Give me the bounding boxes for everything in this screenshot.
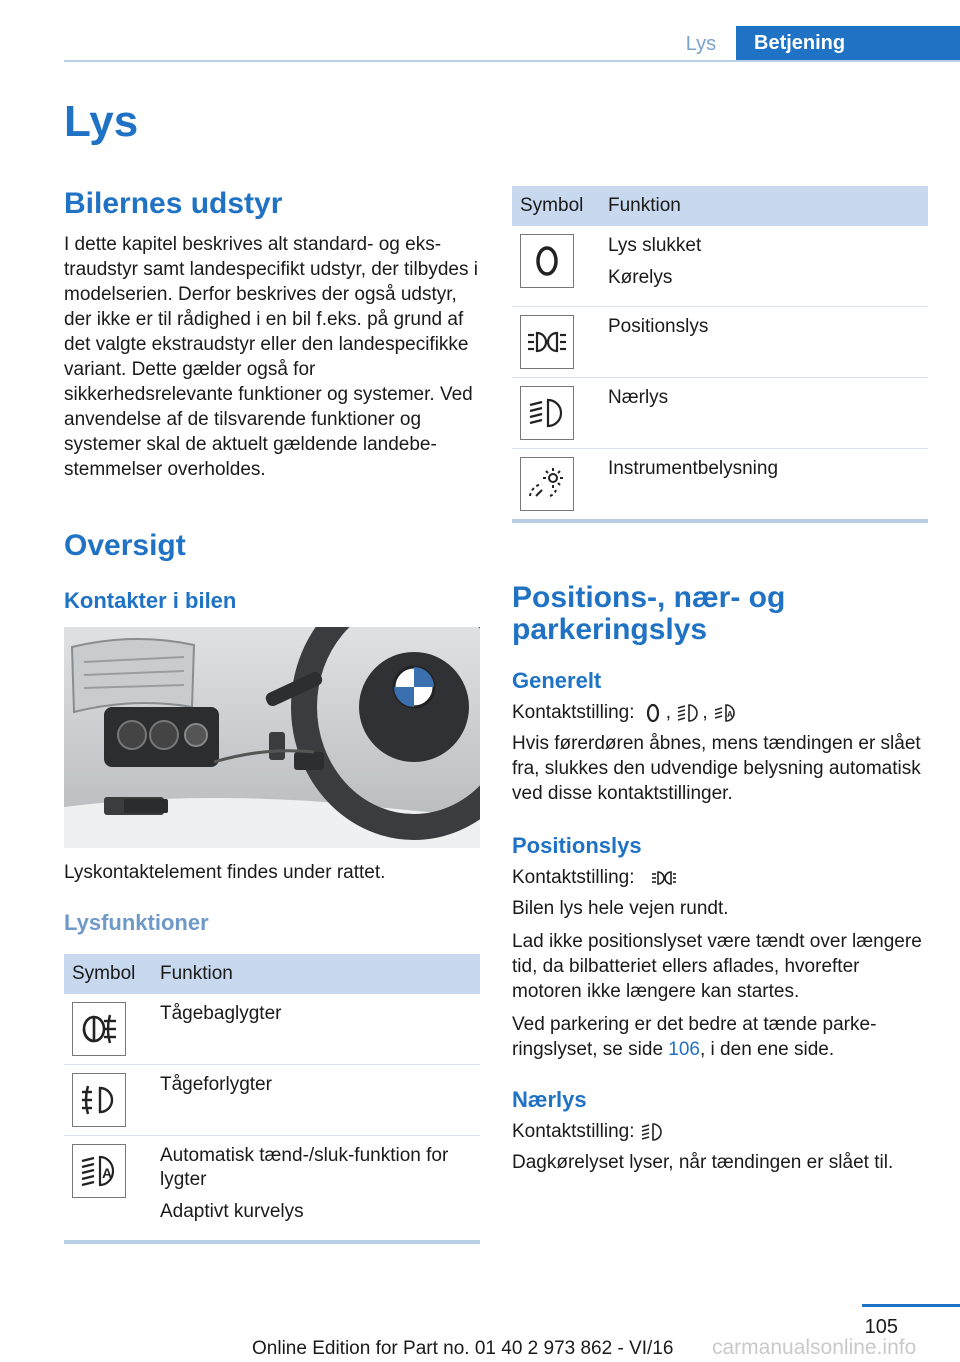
parking-light-icon bbox=[640, 867, 688, 888]
dashboard-illustration bbox=[64, 627, 480, 848]
table-row bbox=[64, 1065, 480, 1136]
equipment-paragraph: I dette kapitel beskrives alt standard- og ekstraudstyr samt landespecifikt udstyr, der tilbydes i modelserien. Derfor beskrives der også udstyr, der ikke er til rådighed i en bil f.eks. på grund af det valgte ekstraudstyr eller den landespecifikke variant. Dette gælder også for sikkerhedsrelevante funktioner og systemer. Ved anvendelse af de tilsvarende funktioner og systemer skal de aktuelt gældende landebestemmelser overholdes. bbox=[64, 234, 478, 480]
function-label: Automatisk tænd-/sluk-funktion for lygter bbox=[160, 1145, 449, 1190]
heading-switches: Kontakter i bilen bbox=[64, 588, 237, 613]
col-symbol: Symbol bbox=[64, 954, 152, 994]
paragraph-text: , i den ene side. bbox=[700, 1039, 835, 1060]
functions-table-left bbox=[64, 954, 480, 1244]
switch-label: Kontaktstilling: bbox=[512, 867, 635, 888]
header-section: Lys bbox=[685, 33, 717, 55]
function-label: Nærlys bbox=[608, 387, 669, 408]
table-row bbox=[64, 1136, 480, 1241]
low-beam-paragraph: Dagkørelyset lyser, når tændingen er slået til. bbox=[512, 1152, 894, 1173]
automatic-headlight-icon bbox=[72, 1144, 126, 1198]
heading-general: Generelt bbox=[512, 668, 602, 693]
function-label: Tågebaglygter bbox=[160, 1003, 282, 1024]
header-rule bbox=[64, 60, 960, 62]
rear-fog-light-icon bbox=[72, 1002, 126, 1056]
header-chapter: Betjening bbox=[736, 26, 960, 60]
lights-off-icon bbox=[520, 234, 574, 288]
heading-equipment: Bilernes udstyr bbox=[64, 187, 283, 220]
function-label: Lys slukket bbox=[608, 235, 702, 256]
table-row bbox=[512, 449, 928, 520]
image-caption: Lyskontaktelement findes under rattet. bbox=[64, 862, 386, 883]
general-section bbox=[512, 700, 928, 814]
heading-positions: Positions-, nær- og parkeringslys bbox=[512, 581, 786, 646]
function-label: Positionslys bbox=[608, 316, 709, 337]
footer-edition: Online Edition for Part no. 01 40 2 973 862 - VI/16 bbox=[252, 1338, 674, 1359]
col-function: Funktion bbox=[600, 186, 928, 226]
function-label: Adaptivt kurvelys bbox=[160, 1201, 304, 1222]
svg-text:A: A bbox=[726, 709, 733, 719]
position-paragraph-1: Bilen lys hele vejen rundt. bbox=[512, 898, 729, 919]
position-paragraph-3 bbox=[512, 1012, 928, 1062]
footer-rule bbox=[862, 1304, 960, 1307]
table-row bbox=[64, 994, 480, 1065]
function-label: Tågeforlygter bbox=[160, 1074, 272, 1095]
parking-light-icon bbox=[520, 315, 574, 369]
switch-label: Kontaktstilling: bbox=[512, 702, 635, 723]
switch-label: Kontaktstilling: bbox=[512, 1121, 635, 1142]
separator: , bbox=[665, 702, 672, 723]
automatic-headlight-icon bbox=[713, 702, 739, 723]
front-fog-light-icon bbox=[72, 1073, 126, 1127]
svg-text:A: A bbox=[102, 1165, 113, 1181]
position-paragraph-2: Lad ikke positionslyset være tændt over længere tid, da bilbatteriet ellers aflades, hvorefter motoren ikke længere kan startes. bbox=[512, 931, 922, 1002]
page-number: 105 bbox=[864, 1316, 898, 1338]
table-bottom-rule bbox=[64, 1240, 480, 1244]
general-paragraph: Hvis førerdøren åbnes, mens tændingen er slået fra, slukkes den udvendige belysning automatisk ved disse kontaktstillinger. bbox=[512, 733, 921, 804]
low-beam-section bbox=[512, 1119, 928, 1183]
table-row bbox=[512, 226, 928, 307]
separator: , bbox=[702, 702, 708, 723]
paragraph-text: Ved parkering er det bedre at tænde parkeringslyset, se side bbox=[512, 1014, 877, 1060]
function-label: Instrumentbelysning bbox=[608, 458, 779, 479]
heading-position-light: Positionslys bbox=[512, 833, 642, 858]
instrument-lighting-icon bbox=[520, 457, 574, 511]
lights-off-icon bbox=[640, 702, 666, 723]
low-beam-icon bbox=[676, 702, 702, 723]
table-row bbox=[512, 307, 928, 378]
position-section bbox=[512, 865, 928, 1070]
heading-overview: Oversigt bbox=[64, 529, 186, 562]
left-column bbox=[64, 188, 480, 482]
col-symbol: Symbol bbox=[512, 186, 600, 226]
heading-functions: Lysfunktioner bbox=[64, 910, 209, 935]
col-function: Funktion bbox=[152, 954, 480, 994]
page-title: Lys bbox=[64, 97, 139, 146]
table-row bbox=[512, 378, 928, 449]
low-beam-icon bbox=[640, 1121, 666, 1142]
low-beam-icon bbox=[520, 386, 574, 440]
watermark: carmanualsonline.info bbox=[712, 1336, 917, 1359]
functions-table-right bbox=[512, 186, 928, 523]
table-bottom-rule bbox=[512, 519, 928, 523]
heading-low-beam: Nærlys bbox=[512, 1087, 587, 1112]
page-link[interactable]: 106 bbox=[668, 1039, 700, 1060]
function-label: Kørelys bbox=[608, 267, 673, 288]
